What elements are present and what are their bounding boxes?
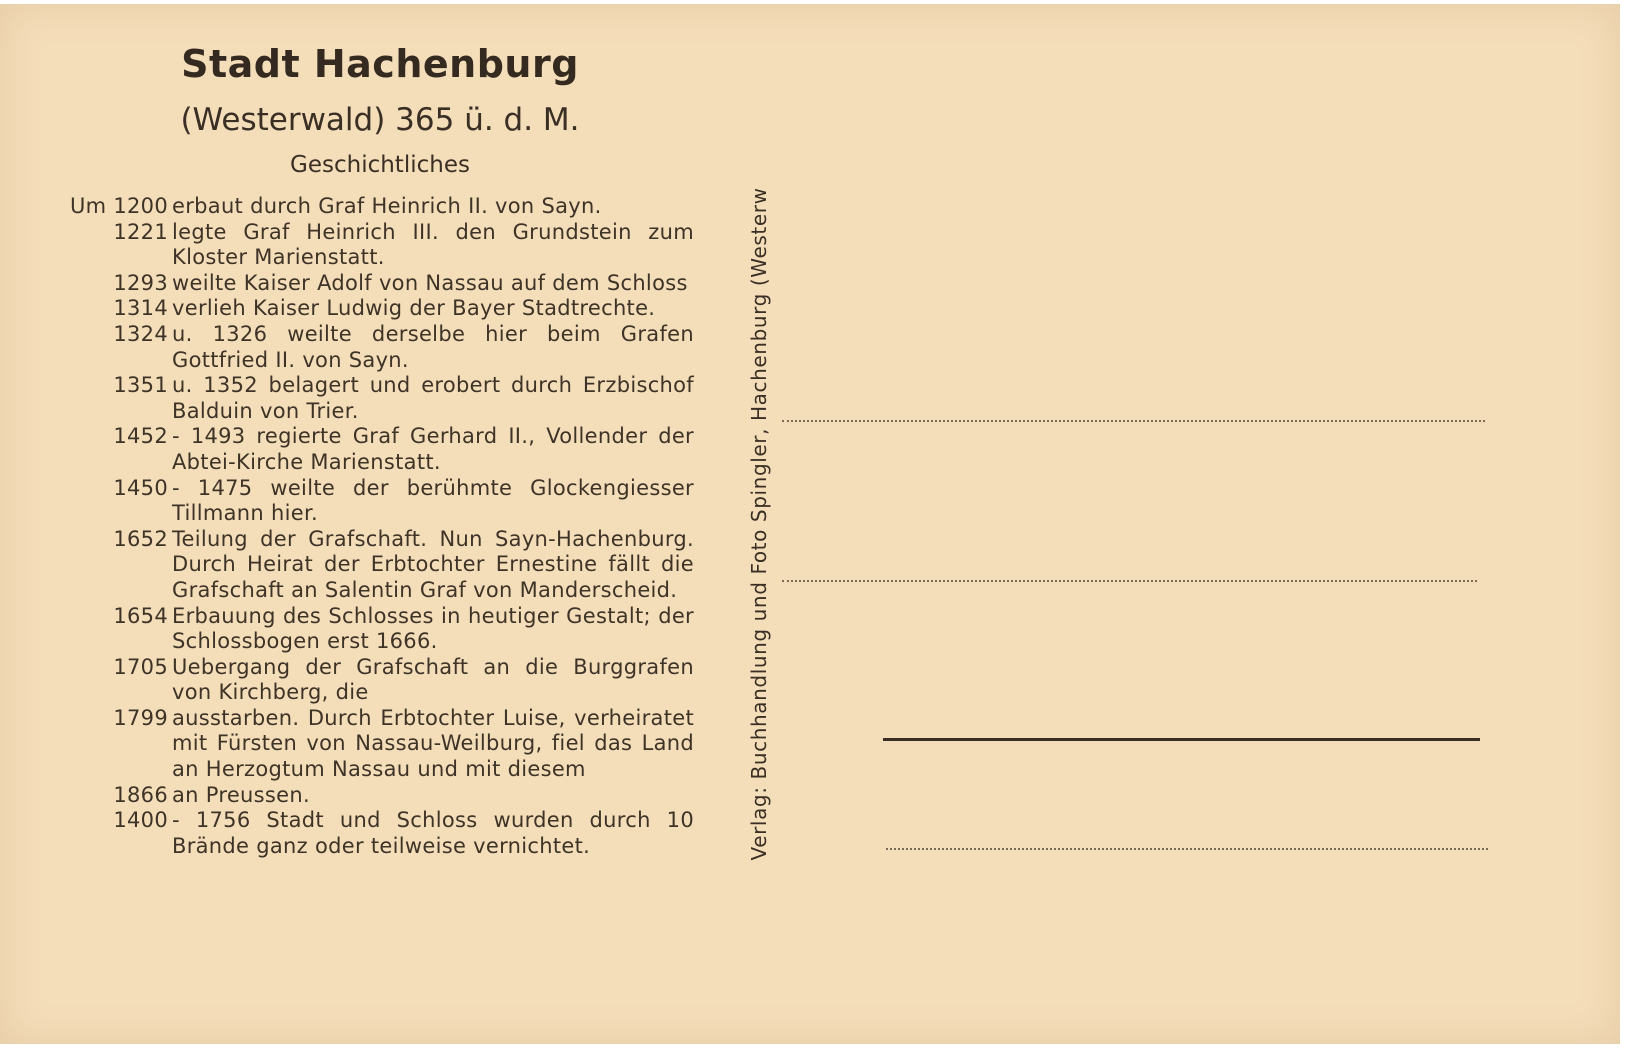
history-entry (60, 655, 700, 706)
address-line-1 (782, 420, 1485, 422)
history-list (60, 194, 700, 859)
publisher-imprint: Verlag: Buchhandlung und Foto Spingler, Hachenburg (Westerw (747, 187, 771, 861)
history-year: Um 1200 (69, 194, 168, 218)
section-heading: Geschichtliches (290, 152, 470, 178)
history-text: - 1493 regierte Graf Gerhard II., Vollender der Abtei-Kirche Marienstatt. (172, 424, 694, 474)
address-line-2 (782, 580, 1477, 582)
postcard-title: Stadt Hachenburg (181, 42, 579, 86)
history-year: 1652 (113, 526, 168, 551)
history-entry (60, 322, 700, 373)
history-entry (60, 220, 700, 271)
history-year: 1654 (113, 603, 168, 628)
history-text: u. 1326 weilte derselbe hier beim Grafen Gottfried II. von Sayn. (172, 321, 694, 372)
history-text: ausstarben. Durch Erbtochter Luise, verheiratet mit Fürsten von Nassau-Weilburg, fiel das Land an Herzogtum Nassau und mit diesem (172, 705, 694, 782)
history-year: 1314 (113, 296, 168, 321)
history-year: 1324 (113, 321, 168, 346)
history-year: 1705 (113, 654, 168, 679)
history-entry (60, 296, 700, 322)
history-year: 1351 (113, 373, 168, 398)
history-year: 1400 (113, 808, 168, 833)
history-text: Teilung der Grafschaft. Nun Sayn-Hachenburg. Durch Heirat der Erbtochter Ernestine fällt die Grafschaft an Salentin Graf von Manderscheid. (172, 526, 694, 602)
history-entry (60, 604, 700, 655)
history-text: verlieh Kaiser Ludwig der Bayer Stadtrechte. (172, 296, 656, 321)
history-year: 1293 (113, 270, 168, 295)
address-line-4 (886, 848, 1488, 850)
history-text: legte Graf Heinrich III. den Grundstein zum Kloster Marienstatt. (172, 219, 694, 270)
postcard-subtitle: (Westerwald) 365 ü. d. M. (180, 102, 580, 138)
history-year: 1221 (113, 219, 168, 244)
history-entry (60, 706, 700, 783)
history-text: - 1756 Stadt und Schloss wurden durch 10 Brände ganz oder teilweise vernichtet. (172, 808, 694, 858)
history-text: Erbauung des Schlosses in heutiger Gestalt; der Schlossbogen erst 1666. (172, 603, 694, 654)
history-text: an Preussen. (172, 782, 310, 807)
history-text: weilte Kaiser Adolf von Nassau auf dem Schloss (172, 270, 688, 295)
history-entry (60, 783, 700, 809)
history-year: 1452 (113, 424, 168, 449)
postcard-back (0, 4, 1620, 1044)
history-entry (60, 808, 700, 859)
history-year: 1866 (113, 782, 168, 807)
history-entry (60, 527, 700, 604)
history-text: - 1475 weilte der berühmte Glockengiesser Tillmann hier. (172, 475, 694, 526)
address-line-3 (883, 738, 1480, 741)
history-text: erbaut durch Graf Heinrich II. von Sayn. (172, 194, 602, 218)
history-entry (60, 424, 700, 475)
history-text: u. 1352 belagert und erobert durch Erzbischof Balduin von Trier. (172, 373, 694, 423)
history-entry (60, 194, 700, 220)
history-text: Uebergang der Grafschaft an die Burggrafen von Kirchberg, die (172, 654, 694, 705)
history-year: 1450 (113, 475, 168, 500)
history-entry (60, 271, 700, 297)
history-entry (60, 476, 700, 527)
history-year: 1799 (113, 705, 168, 730)
history-entry (60, 373, 700, 424)
